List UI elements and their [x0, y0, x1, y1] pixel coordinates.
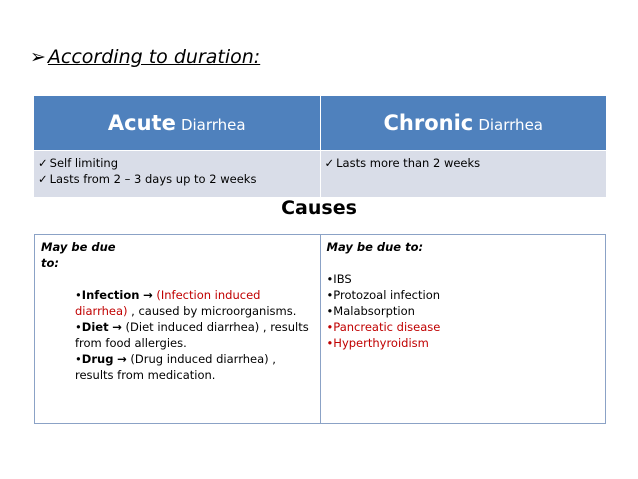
acute-point-text: Lasts from 2 – 3 days up to 2 weeks: [49, 172, 257, 186]
chronic-cause-text: Malabsorption: [333, 304, 415, 318]
duration-header-row: [34, 96, 606, 151]
list-item: [38, 155, 316, 171]
acute-duration-cell: [34, 151, 320, 198]
list-item: [75, 351, 314, 383]
chronic-duration-cell: [320, 151, 606, 198]
cause-desc: (Drug induced diarrhea) , results from medication.: [75, 352, 276, 382]
acute-header-title: Acute: [107, 111, 176, 135]
right-arrow-icon: →: [112, 320, 122, 334]
acute-causes-cell: [35, 235, 321, 424]
list-item: [38, 171, 316, 187]
chronic-causes-cell: [320, 235, 606, 424]
chronic-header-subtitle: Diarrhea: [478, 116, 543, 134]
bullet-icon: •: [326, 288, 334, 302]
cause-name: Drug: [81, 352, 114, 366]
bullet-icon: •: [75, 352, 82, 366]
list-item: [327, 319, 600, 335]
acute-point-text: Self limiting: [49, 156, 118, 170]
cause-desc: (Diet induced diarrhea) , results from food allergies.: [75, 320, 309, 350]
checkmark-icon: ✓: [324, 156, 335, 170]
causes-row: [35, 235, 606, 424]
list-item: [327, 335, 600, 351]
checkmark-icon: ✓: [38, 156, 48, 170]
chronic-cause-text: Hyperthyroidism: [333, 336, 429, 350]
chronic-header: [320, 96, 606, 151]
list-item: [75, 319, 314, 351]
duration-body-row: [34, 151, 606, 198]
acute-causes-list: [41, 287, 314, 383]
bullet-icon: •: [326, 272, 334, 286]
chronic-cause-text: IBS: [333, 272, 352, 286]
right-arrow-icon: →: [143, 288, 153, 302]
bullet-icon: •: [326, 320, 334, 334]
list-item: [325, 155, 603, 171]
list-item: [327, 303, 600, 319]
causes-table: [34, 234, 606, 424]
bullet-icon: •: [326, 336, 334, 350]
chronic-cause-text: Protozoal infection: [333, 288, 441, 302]
duration-table: [34, 96, 606, 197]
bullet-icon: •: [75, 320, 82, 334]
checkmark-icon: ✓: [38, 172, 48, 186]
acute-causes-intro: May be due to:: [41, 240, 116, 270]
list-item: [327, 271, 600, 287]
chronic-point-text: Lasts more than 2 weeks: [336, 156, 481, 170]
arrow-bullet-icon: ➢: [30, 46, 46, 68]
cause-desc: , caused by microorganisms.: [131, 304, 297, 318]
causes-title: Causes: [281, 197, 357, 219]
acute-header-subtitle: Diarrhea: [180, 116, 246, 134]
cause-name: Diet: [81, 320, 109, 334]
bullet-icon: •: [326, 304, 334, 318]
section-heading: [30, 46, 260, 68]
right-arrow-icon: →: [117, 352, 127, 366]
chronic-causes-list: [327, 271, 600, 351]
cause-name: Infection: [81, 288, 140, 302]
chronic-cause-text: Pancreatic disease: [333, 320, 441, 334]
list-item: [75, 287, 314, 319]
bullet-icon: •: [75, 288, 82, 302]
list-item: [327, 287, 600, 303]
cause-desc-highlight: (Infection induced diarrhea): [75, 288, 261, 318]
heading-text: According to duration:: [47, 46, 261, 68]
chronic-header-title: Chronic: [383, 111, 474, 135]
acute-header: [34, 96, 320, 151]
chronic-causes-intro: May be due to:: [326, 240, 424, 254]
